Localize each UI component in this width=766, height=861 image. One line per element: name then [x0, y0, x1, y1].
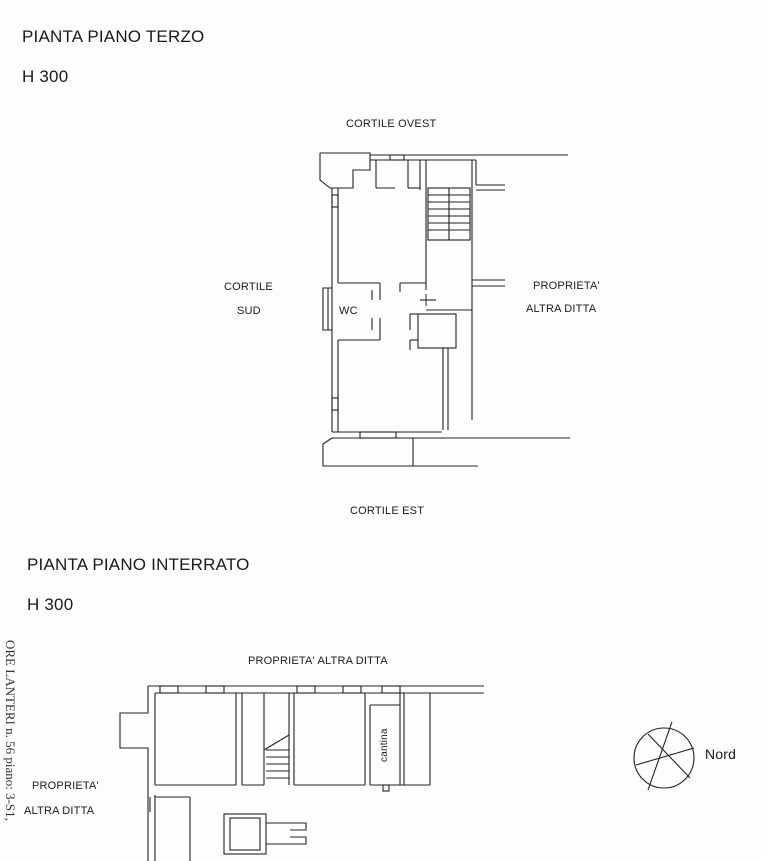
label-cortile-est: CORTILE EST	[350, 505, 425, 517]
label-proprieta-east-line2: ALTRA DITTA	[526, 303, 597, 315]
label-proprieta-north-basement: PROPRIETA' ALTRA DITTA	[248, 655, 388, 667]
label-proprieta-west-line2: ALTRA DITTA	[24, 805, 95, 817]
basement-plan	[120, 686, 484, 861]
plan-height-third-floor: H 300	[22, 67, 69, 86]
label-nord: Nord	[705, 746, 737, 762]
label-cortile-sud-line1: CORTILE	[224, 281, 273, 293]
plan-height-basement: H 300	[27, 595, 74, 614]
label-cortile-ovest: CORTILE OVEST	[346, 118, 437, 130]
compass-icon	[634, 722, 694, 790]
plan-title-third-floor: PIANTA PIANO TERZO	[22, 27, 205, 46]
label-proprieta-east-line1: PROPRIETA'	[533, 280, 600, 292]
third-floor-plan	[320, 153, 570, 466]
margin-note: ORE LANTERI n. 56 piano: 3-S1,	[3, 640, 18, 821]
plan-title-basement: PIANTA PIANO INTERRATO	[27, 555, 250, 574]
label-proprieta-west-line1: PROPRIETA'	[32, 780, 99, 792]
label-cortile-sud-line2: SUD	[237, 305, 261, 317]
label-cantina: cantina	[379, 728, 390, 762]
label-wc: WC	[339, 305, 358, 317]
